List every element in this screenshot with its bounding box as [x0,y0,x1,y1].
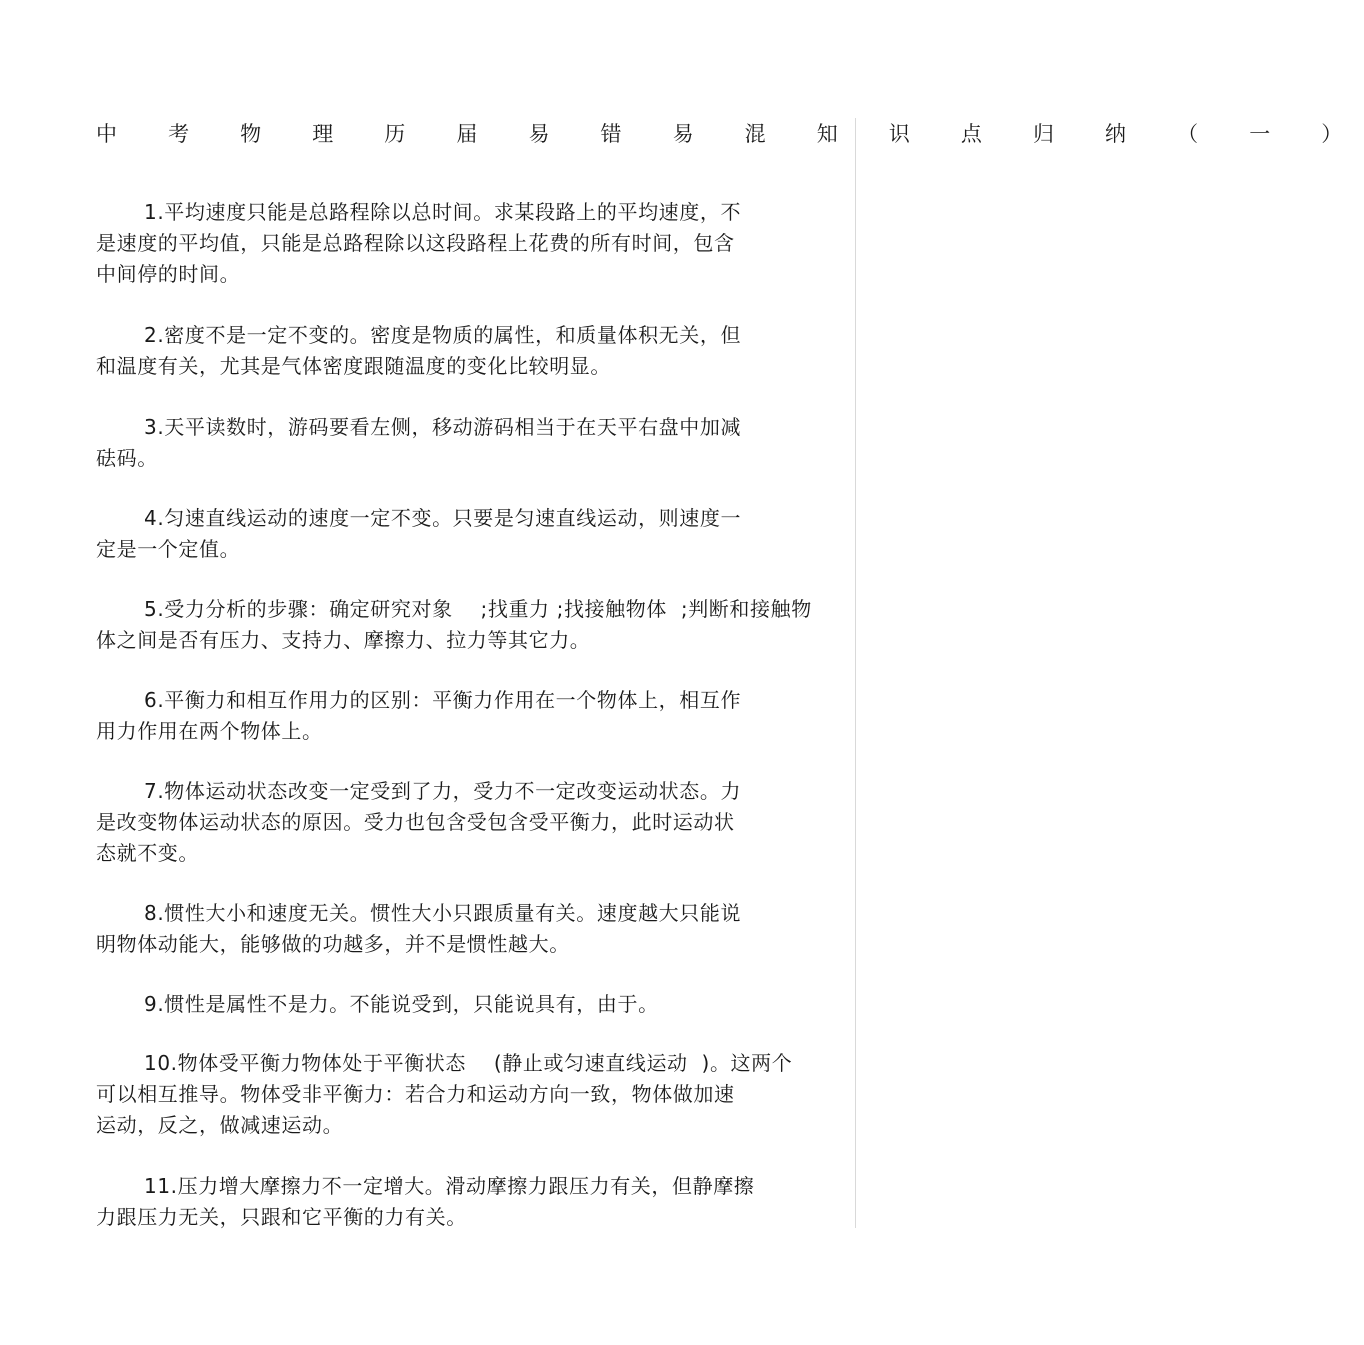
paragraph-3 [96,412,741,474]
paragraph-line: 和温度有关，尤其是气体密度跟随温度的变化比较明显。 [96,354,611,378]
paragraph-line: 态就不变。 [96,841,199,865]
paragraph-1 [96,197,741,290]
paragraph-line: 运动，反之，做减速运动。 [96,1113,344,1137]
paragraph-line: 2.密度不是一定不变的。密度是物质的属性，和质量体积无关，但 [144,323,742,347]
paragraph-line: 4.匀速直线运动的速度一定不变。只要是匀速直线运动，则速度一 [144,506,742,530]
paragraph-line: 定是一个定值。 [96,537,241,561]
paragraph-line: 用力作用在两个物体上。 [96,719,323,743]
paragraph-line: 是速度的平均值，只能是总路程除以这段路程上花费的所有时间，包含 [96,231,735,255]
paragraph-5 [96,594,812,656]
paragraph-line: 3.天平读数时，游码要看左侧，移动游码相当于在天平右盘中加减 [144,415,742,439]
paragraph-line: 8.惯性大小和速度无关。惯性大小只跟质量有关。速度越大只能说 [144,901,742,925]
paragraph-line: 砝码。 [96,446,158,470]
paragraph-line: 是改变物体运动状态的原因。受力也包含受包含受平衡力，此时运动状 [96,810,735,834]
paragraph-line: 明物体动能大，能够做的功越多，并不是惯性越大。 [96,932,570,956]
paragraph-9 [96,989,659,1020]
paragraph-line: 10.物体受平衡力物体处于平衡状态 (静止或匀速直线运动 )。这两个 [144,1051,793,1075]
paragraph-line: 5.受力分析的步骤：确定研究对象 ;找重力 ;找接触物体 ;判断和接触物 [144,597,812,621]
page-edge-rule [855,118,856,1228]
paragraph-line: 1.平均速度只能是总路程除以总时间。求某段路上的平均速度，不 [144,200,742,224]
document-title: 中 考 物 理 历 届 易 错 易 混 知 识 点 归 纳 （ 一 ） [96,122,1364,146]
paragraph-line: 6.平衡力和相互作用力的区别：平衡力作用在一个物体上，相互作 [144,688,742,712]
paragraph-6 [96,685,741,747]
paragraph-line: 可以相互推导。物体受非平衡力：若合力和运动方向一致，物体做加速 [96,1082,735,1106]
paragraph-line: 力跟压力无关，只跟和它平衡的力有关。 [96,1205,467,1229]
paragraph-4 [96,503,741,565]
paragraph-line: 体之间是否有压力、支持力、摩擦力、拉力等其它力。 [96,628,591,652]
paragraph-line: 中间停的时间。 [96,262,241,286]
paragraph-line: 9.惯性是属性不是力。不能说受到，只能说具有，由于。 [144,992,659,1016]
paragraph-7 [96,776,741,869]
paragraph-10 [96,1048,792,1141]
paragraph-line: 11.压力增大摩擦力不一定增大。滑动摩擦力跟压力有关，但静摩擦 [144,1174,755,1198]
paragraph-11 [96,1171,754,1233]
paragraph-line: 7.物体运动状态改变一定受到了力，受力不一定改变运动状态。力 [144,779,742,803]
paragraph-8 [96,898,741,960]
paragraph-2 [96,320,741,382]
